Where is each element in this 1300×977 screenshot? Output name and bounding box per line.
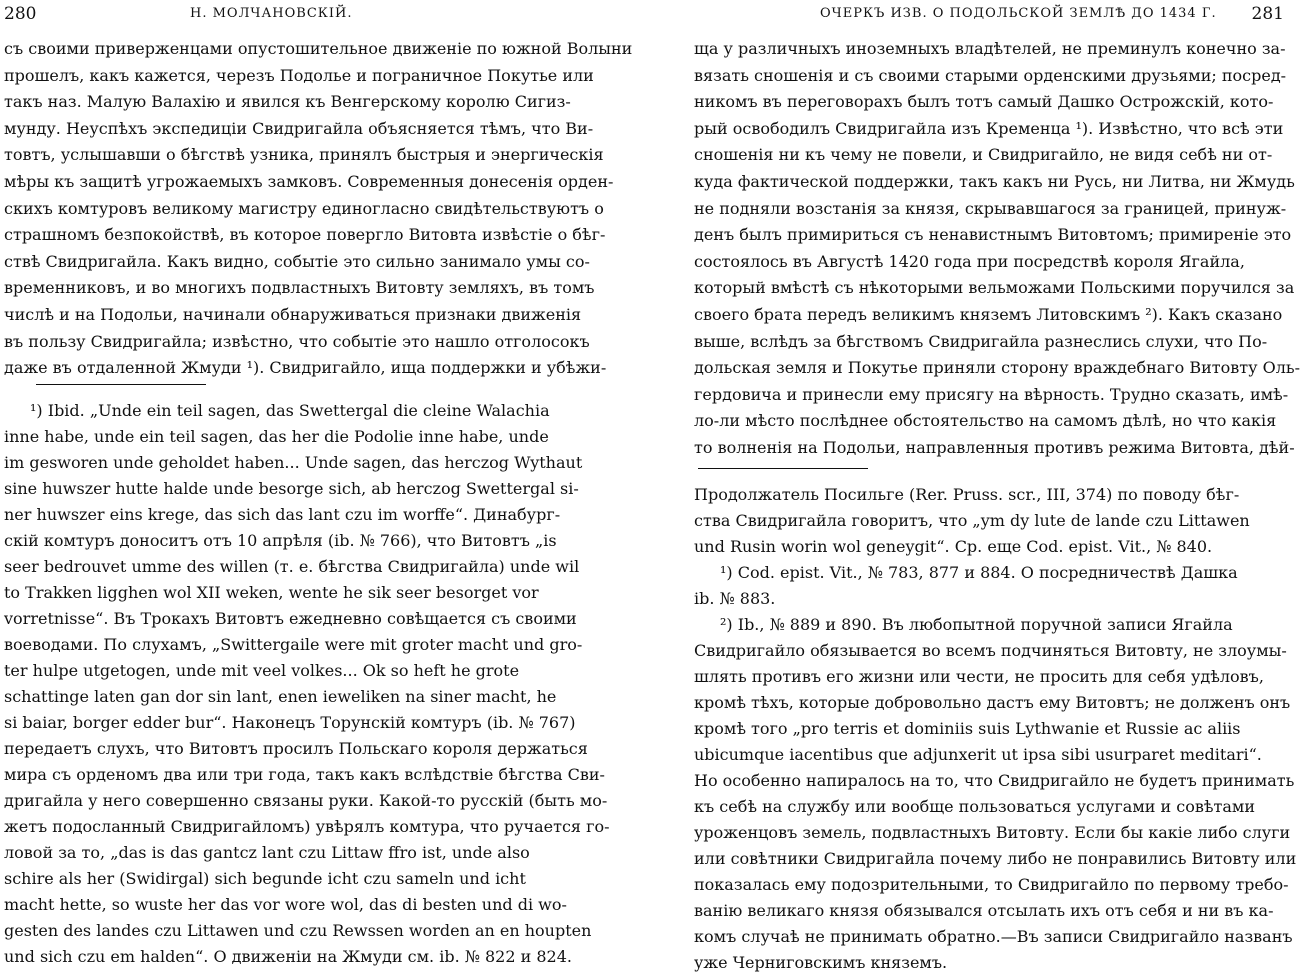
running-head-author: Н. МОЛЧАНОВСКIЙ. bbox=[190, 6, 353, 21]
footnote-line: ib. № 883. bbox=[694, 589, 776, 608]
footnote-line: ner huwszer eins krege, das sich das lant czu im worffe“. Динабург- bbox=[4, 505, 561, 524]
text-line: дольская земля и Покутье приняли сторону враждебнаго Витовту Оль- bbox=[694, 358, 1300, 378]
footnote-line: къ себѣ на службу или вообще пользоваться услугами и совѣтами bbox=[694, 797, 1256, 816]
footnote-line: und Rusin worin wol geneygit“. Ср. еще Cod. epist. Vit., № 840. bbox=[694, 537, 1213, 556]
footnote-separator bbox=[698, 468, 868, 469]
footnote-separator bbox=[36, 384, 206, 385]
text-line: такъ наз. Малую Валахiю и явился къ Венгерскому королю Сигиз- bbox=[4, 92, 571, 112]
footnote-line: ¹) Ibid. „Unde ein teil sagen, das Swettergal die cleine Walachia bbox=[30, 401, 550, 420]
right-body-text bbox=[690, 36, 1300, 462]
left-body-text bbox=[0, 36, 633, 382]
text-line: то волненiя на Подольи, направленныя противъ режима Витовта, дѣй- bbox=[694, 437, 1295, 457]
footnote-line: ства Свидригайла говоритъ, что „ym dy lute de lande czu Littawen bbox=[694, 511, 1250, 530]
footnote-line: воеводами. По слухамъ, „Swittergaile were mit groter macht und gro- bbox=[4, 635, 583, 654]
footnote-line: Свидригайло обязывается во всемъ подчиняться Витовту, не злоумы- bbox=[694, 641, 1287, 660]
text-line: ща у различныхъ иноземныхъ владѣтелей, не преминулъ конечно за- bbox=[694, 39, 1286, 58]
footnote-line: im gesworen unde geholdet haben... Unde sagen, das herczog Wythaut bbox=[4, 453, 583, 472]
text-line: страшномъ безпокойствѣ, въ которое повергло Витовта извѣстiе о бѣг- bbox=[4, 225, 606, 245]
page-number-right: 281 bbox=[1251, 4, 1284, 24]
text-line: гердовича и принесли ему присягу на вѣрность. Трудно сказать, имѣ- bbox=[694, 384, 1289, 404]
footnote-line: ²) Ib., № 889 и 890. Въ любопытной поручной записи Ягайла bbox=[720, 615, 1233, 634]
footnote-line: уже Черниговскимъ княземъ. bbox=[694, 953, 948, 972]
footnote-line: seer bedrouvet umme des willen (т. е. бѣгства Свидригайла) unde wil bbox=[4, 557, 580, 576]
footnote-line: ubicumque iacentibus que adjunxerit ut ipsa sibi usurparet meditari“. bbox=[694, 745, 1262, 764]
footnote-line: schire als her (Swidirgal) sich begunde icht czu sameln und icht bbox=[4, 869, 526, 888]
text-line: числѣ и на Подольи, начинали обнаруживаться признаки движенiя bbox=[4, 304, 582, 324]
text-line: куда фактической поддержки, такъ какъ ни Русь, ни Литва, ни Жмудь bbox=[694, 171, 1295, 191]
left-running-head bbox=[0, 4, 600, 28]
footnote-line: Но особенно напиралось на то, что Свидригайло не будетъ принимать bbox=[694, 771, 1295, 790]
text-line: своего брата передъ великимъ княземъ Литовскимъ ²). Какъ сказано bbox=[694, 304, 1283, 324]
footnote-line: und sich czu em halden“. О движенiи на Жмуди см. ib. № 822 и 824. bbox=[4, 947, 572, 966]
footnote-line: ловой за то, „das is das gantcz lant czu Littaw ffro ist, unde also bbox=[4, 843, 530, 862]
text-line: выше, вслѣдъ за бѣгствомъ Свидригайла разнеслись слухи, что По- bbox=[694, 331, 1268, 351]
text-line: товтъ, услышавши о бѣгствѣ узника, принялъ быстрыя и энергическiя bbox=[4, 145, 604, 165]
footnote-line: ¹) Cod. epist. Vit., № 783, 877 и 884. О посредничествѣ Дашка bbox=[720, 563, 1238, 582]
footnote-line: кромѣ того „pro terris et dominiis suis Lythwanie et Russie ac aliis bbox=[694, 719, 1241, 738]
footnote-line: уроженцовъ земель, подвластныхъ Витовту. Если бы какiе либо слуги bbox=[694, 823, 1291, 842]
running-head-title: ОЧЕРКЪ ИЗВ. О ПОДОЛЬСКОЙ ЗЕМЛѢ ДО 1434 Г. bbox=[820, 6, 1217, 21]
right-footnotes bbox=[690, 482, 1297, 976]
footnote-line: Продолжатель Посильге (Rer. Pruss. scr., III, 374) по поводу бѣг- bbox=[694, 485, 1240, 504]
footnote-line: si baiar, borger edder bur“. Наконецъ Торунскiй комтуръ (ib. № 767) bbox=[4, 713, 576, 732]
right-running-head bbox=[690, 4, 1290, 28]
footnote-line: шлять противъ его жизни или чести, не просить для себя удѣловъ, bbox=[694, 667, 1264, 686]
footnote-line: передаетъ слухъ, что Витовтъ просилъ Польскаго короля держаться bbox=[4, 739, 588, 758]
footnote-line: кромѣ тѣхъ, которые добровольно дастъ ему Витовтъ; не долженъ онъ bbox=[694, 693, 1291, 712]
footnote-line: inne habe, unde ein teil sagen, das her die Podolie inne habe, unde bbox=[4, 427, 549, 446]
footnote-line: schattinge laten gan dor sin lant, enen ieweliken na siner macht, he bbox=[4, 687, 557, 706]
footnote-line: мира съ орденомъ два или три года, такъ какъ вслѣдствiе бѣгства Сви- bbox=[4, 765, 605, 784]
text-line: въ пользу Свидригайла; извѣстно, что событiе это нашло отголосокъ bbox=[4, 331, 590, 351]
text-line: ствѣ Свидригайла. Какъ видно, событiе это сильно занимало умы со- bbox=[4, 251, 590, 271]
text-line: вязать сношенiя и съ своими старыми орденскими друзьями; посред- bbox=[694, 65, 1287, 85]
text-line: рый освободилъ Свидригайла изъ Кременца ¹). Извѣстно, что всѣ эти bbox=[694, 118, 1284, 138]
text-line: не подняли возстанiя за князя, скрывавшагося за границей, принуж- bbox=[694, 198, 1287, 218]
text-line: скихъ комтуровъ великому магистру единогласно свидѣтельствуютъ о bbox=[4, 198, 604, 218]
text-line: мѣры къ защитѣ угрожаемыхъ замковъ. Современныя донесенiя орден- bbox=[4, 171, 614, 191]
text-line: мунду. Неуспѣхъ экспедицiи Свидригайла объясняется тѣмъ, что Ви- bbox=[4, 118, 594, 138]
footnote-line: ter hulpe utgetogen, unde mit veel volkes... Ok so heft he grote bbox=[4, 661, 520, 680]
left-footnotes bbox=[0, 398, 610, 970]
footnote-line: macht hette, so wuste her das vor wore wol, das di besten und di wo- bbox=[4, 895, 567, 914]
text-line: денъ былъ примириться съ ненавистнымъ Витовтомъ; примиренiе это bbox=[694, 225, 1292, 245]
text-line: даже въ отдаленной Жмуди ¹). Свидригайло, ища поддержки и убѣжи- bbox=[4, 358, 607, 378]
footnote-line: дригайла у него совершенно связаны руки. Какой-то русскiй (быть мо- bbox=[4, 791, 608, 810]
text-line: съ своими приверженцами опустошительное движенiе по южной Волыни bbox=[4, 39, 633, 58]
footnote-line: ванiю великаго князя обязывался отсылать ихъ отъ себя и ни въ ка- bbox=[694, 901, 1274, 920]
page-number-left: 280 bbox=[4, 4, 37, 24]
footnote-line: to Trakken ligghen wol XII weken, wente he sik seer besorget vor bbox=[4, 583, 539, 602]
text-line: прошелъ, какъ кажется, черезъ Подолье и пограничное Покутье или bbox=[4, 65, 594, 85]
text-line: ло-ли мѣсто послѣднее обстоятельство на самомъ дѣлѣ, но что какiя bbox=[694, 411, 1277, 431]
footnote-line: жетъ подосланный Свидригайломъ) увѣрялъ комтура, что ручается го- bbox=[4, 817, 610, 836]
footnote-line: или совѣтники Свидригайла почему либо не понравились Витовту или bbox=[694, 849, 1297, 868]
footnote-line: gesten des landes czu Littawen und czu Rewssen worden an en houpten bbox=[4, 921, 592, 940]
footnote-line: vorretnisse“. Въ Трокахъ Витовтъ ежедневно совѣщается съ своими bbox=[4, 609, 577, 628]
text-line: никомъ въ переговорахъ былъ тотъ самый Дашко Острожскiй, кото- bbox=[694, 92, 1274, 112]
right-page bbox=[690, 0, 1300, 977]
footnote-line: комъ случаѣ не принимать обратно.—Въ записи Свидригайло названъ bbox=[694, 927, 1293, 946]
text-line: состоялось въ Августѣ 1420 года при посредствѣ короля Ягайла, bbox=[694, 251, 1245, 271]
footnote-line: показалась ему подозрительными, то Свидригайло по первому требо- bbox=[694, 875, 1289, 894]
text-line: который вмѣстѣ съ нѣкоторыми вельможами Польскими поручился за bbox=[694, 278, 1295, 298]
left-page bbox=[0, 0, 633, 977]
footnote-line: sine huwszer hutte halde unde besorge sich, ab herczog Swettergal si- bbox=[4, 479, 579, 498]
footnote-line: скiй комтуръ доноситъ отъ 10 апрѣля (ib. № 766), что Витовтъ „is bbox=[4, 531, 557, 550]
text-line: сношенiя ни къ чему не повели, и Свидригайло, не видя себѣ ни от- bbox=[694, 145, 1273, 165]
text-line: временниковъ, и во многихъ подвластныхъ Витовту земляхъ, въ томъ bbox=[4, 278, 595, 298]
